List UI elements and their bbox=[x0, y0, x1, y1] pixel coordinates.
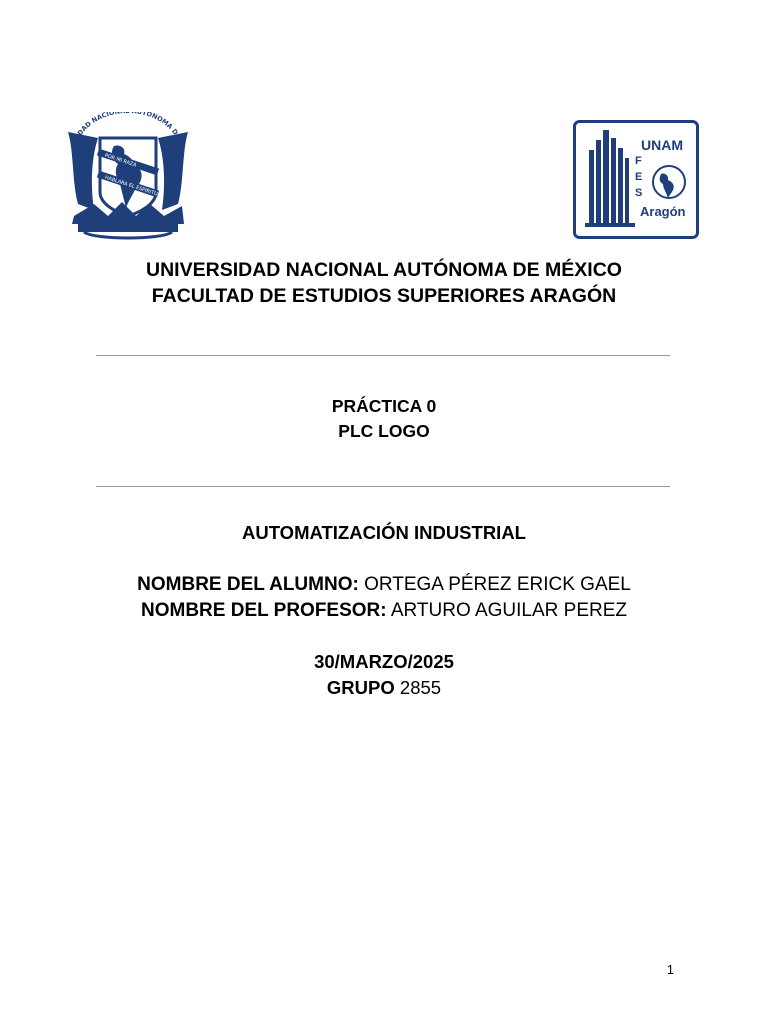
group-label: GRUPO bbox=[326, 677, 395, 698]
student-label: NOMBRE DEL ALUMNO: bbox=[137, 574, 359, 595]
svg-text:F: F bbox=[635, 155, 642, 167]
student-name: ORTEGA PÉREZ ERICK GAEL bbox=[364, 574, 631, 595]
practice-block bbox=[0, 394, 768, 444]
course-name: AUTOMATIZACIÓN INDUSTRIAL bbox=[242, 522, 526, 543]
university-name: UNIVERSIDAD NACIONAL AUTÓNOMA DE MÉXICO bbox=[146, 259, 622, 281]
date-group-block bbox=[0, 649, 768, 701]
date: 30/MARZO/2025 bbox=[314, 651, 454, 672]
fes-aragon-logo bbox=[573, 120, 699, 239]
svg-text:HABLARA EL ESPIRITU: HABLARA EL ESPIRITU bbox=[103, 174, 159, 198]
divider-bottom bbox=[96, 486, 670, 487]
practice-number: PRÁCTICA 0 bbox=[331, 396, 437, 416]
svg-text:E: E bbox=[635, 171, 643, 183]
svg-text:UNAM: UNAM bbox=[641, 137, 683, 153]
svg-text:POR MI RAZA: POR MI RAZA bbox=[103, 152, 138, 169]
student-line bbox=[0, 572, 768, 598]
professor-label: NOMBRE DEL PROFESOR: bbox=[141, 600, 387, 621]
svg-text:S: S bbox=[635, 187, 643, 199]
names-block bbox=[0, 572, 768, 624]
svg-text:Aragón: Aragón bbox=[640, 204, 686, 219]
institution-header bbox=[0, 257, 768, 309]
faculty-name: FACULTAD DE ESTUDIOS SUPERIORES ARAGÓN bbox=[151, 285, 617, 307]
divider-top bbox=[96, 355, 670, 356]
group-line bbox=[0, 675, 768, 701]
page-number: 1 bbox=[666, 962, 674, 977]
professor-line bbox=[0, 598, 768, 624]
practice-title: PLC LOGO bbox=[338, 421, 430, 441]
svg-text:UNIVERSIDAD NACIONAL AUTONOMA: SIDAD NACIO TONOMA DE bbox=[72, 112, 183, 144]
professor-name: ARTURO AGUILAR PEREZ bbox=[390, 600, 627, 621]
unam-coat-of-arms-logo bbox=[64, 112, 192, 242]
group-number: 2855 bbox=[399, 677, 442, 698]
